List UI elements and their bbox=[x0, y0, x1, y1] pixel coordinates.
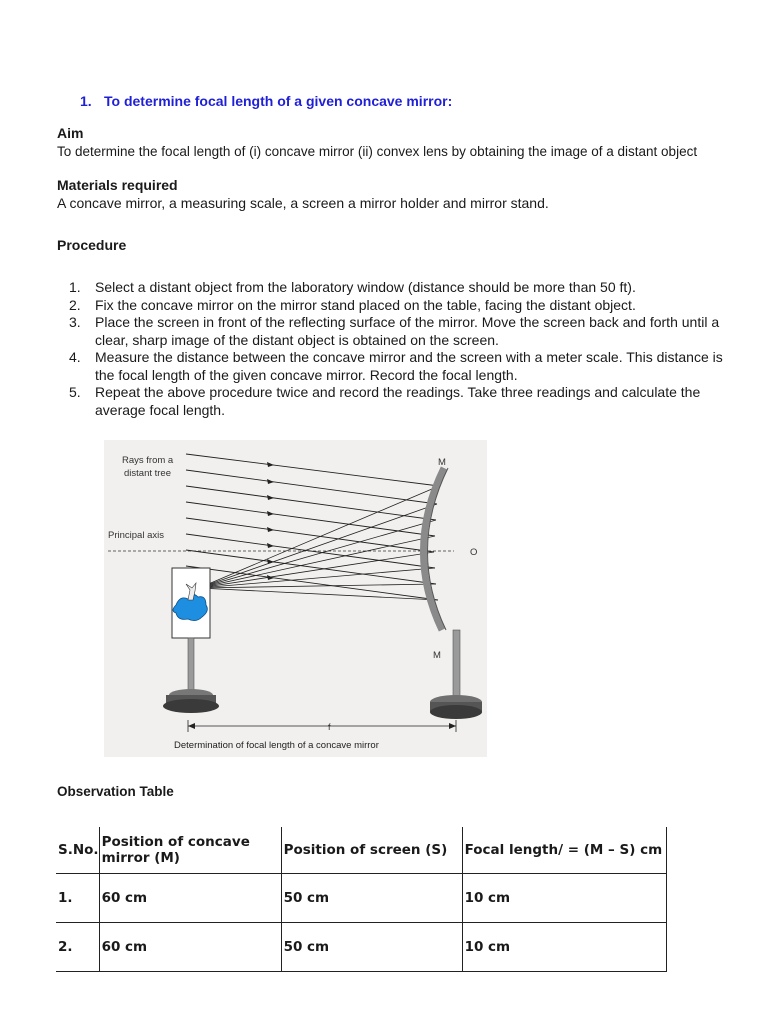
experiment-title bbox=[80, 93, 452, 109]
table-cell: 50 cm bbox=[281, 923, 462, 972]
title-number: 1. bbox=[80, 93, 92, 109]
concave-mirror-figure bbox=[104, 440, 487, 757]
procedure-step: 5. Repeat the above procedure twice and record the readings. Take three readings and calculate the average focal length. bbox=[69, 384, 701, 418]
table-cell: 1. bbox=[56, 874, 99, 923]
figure-caption: Determination of focal length of a concave mirror bbox=[174, 740, 379, 751]
observation-table bbox=[56, 827, 667, 972]
focal-length-label: f bbox=[328, 722, 331, 732]
principal-axis-label: Principal axis bbox=[108, 530, 164, 541]
table-cell: 10 cm bbox=[462, 874, 666, 923]
procedure-step: 2. Fix the concave mirror on the mirror stand placed on the table, facing the distant object. bbox=[69, 296, 636, 313]
table-row bbox=[56, 923, 666, 972]
procedure-step: 3. Place the screen in front of the reflecting surface of the mirror. Move the screen back and forth until a clear, sharp image of the distant object is obtained on the screen. bbox=[69, 314, 720, 348]
table-cell: 60 cm bbox=[99, 874, 281, 923]
table-row bbox=[56, 874, 666, 923]
title-text: To determine focal length of a given concave mirror: bbox=[104, 93, 453, 109]
header-cell: Position of screen (S) bbox=[281, 827, 462, 874]
table-cell: 60 cm bbox=[99, 923, 281, 972]
procedure-heading: Procedure bbox=[57, 237, 127, 253]
header-cell: S.No. bbox=[56, 827, 99, 874]
observation-heading: Observation Table bbox=[57, 784, 174, 799]
mirror-label-top: M bbox=[438, 457, 446, 468]
rays-label-2: distant tree bbox=[124, 468, 171, 479]
procedure-step: 4. Measure the distance between the concave mirror and the screen with a meter scale. This distance is the focal length of the given concave mirror. Record the focal length. bbox=[69, 349, 723, 383]
concave-mirror bbox=[423, 468, 444, 630]
mirror-stand-rod bbox=[453, 630, 460, 700]
pole-label: O bbox=[470, 547, 478, 558]
table-cell: 50 cm bbox=[281, 874, 462, 923]
table-cell: 2. bbox=[56, 923, 99, 972]
mirror-label-bottom: M bbox=[433, 650, 441, 661]
procedure-steps bbox=[57, 279, 737, 419]
figure-drawing bbox=[104, 440, 487, 757]
header-cell: Focal length/ = (M – S) cm bbox=[462, 827, 666, 874]
table-header-row bbox=[56, 827, 666, 874]
table-cell: 10 cm bbox=[462, 923, 666, 972]
rays-label: Rays from a bbox=[122, 455, 174, 466]
header-cell: Position of concave mirror (M) bbox=[99, 827, 281, 874]
reflected-rays bbox=[199, 486, 439, 600]
materials-heading: Materials required bbox=[57, 177, 178, 193]
aim-heading: Aim bbox=[57, 125, 84, 141]
aim-text: To determine the focal length of (i) concave mirror (ii) convex lens by obtaining the image of a distant object bbox=[57, 144, 698, 159]
procedure-step: 1. Select a distant object from the laboratory window (distance should be more than 50 ft). bbox=[69, 279, 636, 295]
materials-text: A concave mirror, a measuring scale, a screen a mirror holder and mirror stand. bbox=[57, 195, 549, 211]
